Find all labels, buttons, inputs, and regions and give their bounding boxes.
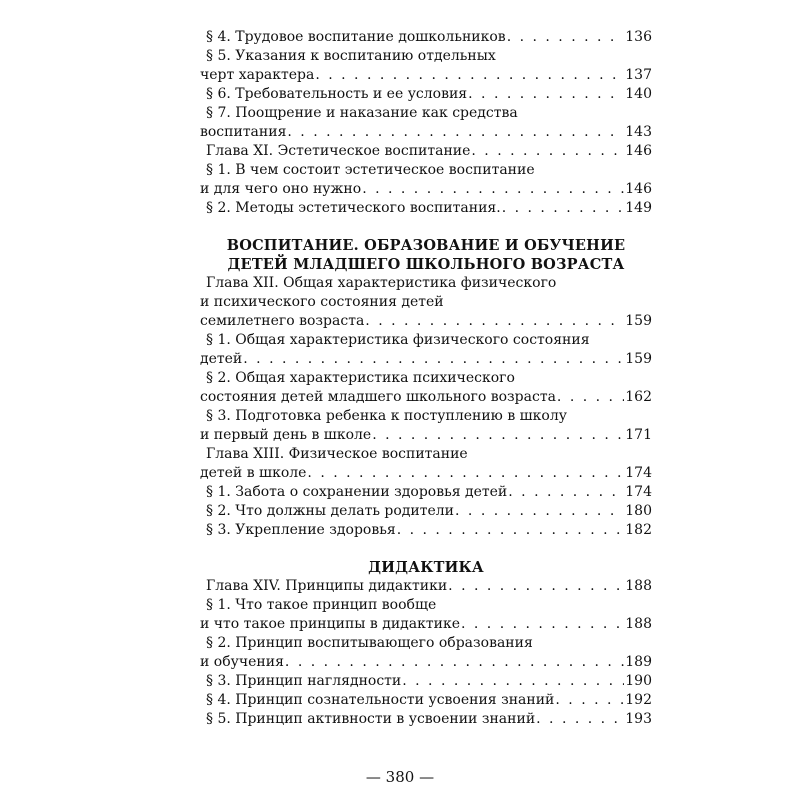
toc-entry [200,47,652,66]
toc-entry [200,653,652,672]
toc-entry-page-number: 159 [625,351,652,367]
toc-entry-page-number: 188 [625,616,652,632]
section-heading-line: ВОСПИТАНИЕ. ОБРАЗОВАНИЕ И ОБУЧЕНИЕ [226,237,626,254]
toc-entry-page-number: 190 [625,673,652,689]
toc-entry-page-number: 140 [625,86,652,102]
toc-entry-title: § 5. Принцип активности в усвоении знаний [206,711,536,727]
toc-entry [200,710,652,729]
toc-entry [200,577,652,596]
toc-entry-title: § 5. Указания к воспитанию отдельных [206,48,496,64]
toc-entry-title: § 1. В чем состоит эстетическое воспитание [206,162,535,178]
toc-entry-title: § 2. Что должны делать родители [206,503,455,519]
section-heading-didactics: ДИДАКТИКА [368,559,484,576]
toc-entry-page-number: 189 [625,654,652,670]
toc-section-upbringing [200,28,652,218]
toc-entry-page-number: 159 [625,313,652,329]
toc-entry [200,634,652,653]
toc-entry-title: § 6. Требовательность и ее условия [206,86,468,102]
toc-entry-page-number: 192 [625,692,652,708]
toc-entry-title: и что такое принципы в дидактике [200,616,460,632]
toc-entry [200,312,652,331]
toc-entry-title: Глава XII. Общая характеристика физического [206,275,557,291]
toc-entry-page-number: 188 [625,578,652,594]
toc-entry-title: § 1. Что такое принцип вообще [206,597,437,613]
dot-leader [502,199,625,218]
toc-entry [200,615,652,634]
dot-leader [362,180,624,199]
toc-entry [200,66,652,85]
toc-entry [200,142,652,161]
dot-leader [285,653,624,672]
toc-entry [200,672,652,691]
dot-leader [555,691,624,710]
toc-entry-title: и обучения [200,654,284,670]
toc-entry-title: § 2. Принцип воспитывающего образования [206,635,533,651]
toc-entry-title: Глава XIV. Принципы дидактики [206,578,448,594]
toc-entry-title: состояния детей младшего школьного возраста [200,389,556,405]
toc-entry [200,521,652,540]
toc-entry-title: § 7. Поощрение и наказание как средства [206,105,518,121]
toc-entry [200,502,652,521]
toc-entry [200,85,652,104]
toc-entry-page-number: 136 [625,29,652,45]
dot-leader [243,350,624,369]
dot-leader [448,577,624,596]
toc-entry-title: § 3. Подготовка ребенка к поступлению в школу [206,408,567,424]
dot-leader [287,123,624,142]
dot-leader [507,28,625,47]
table-of-contents [200,28,652,729]
toc-entry-page-number: 180 [625,503,652,519]
toc-entry-title: § 3. Принцип наглядности [206,673,402,689]
toc-entry [200,388,652,407]
toc-entry-page-number: 137 [625,67,652,83]
dot-leader [397,521,625,540]
toc-entry-title: § 2. Общая характеристика психического [206,370,515,386]
toc-entry [200,274,652,293]
toc-entry [200,331,652,350]
dot-leader [372,426,624,445]
toc-entry-title: детей в школе [200,465,307,481]
toc-entry-title: и первый день в школе [200,427,372,443]
section-heading-line: ДЕТЕЙ МЛАДШЕГО ШКОЛЬНОГО ВОЗРАСТА [227,256,625,273]
dot-leader [468,85,624,104]
toc-entry [200,199,652,218]
dot-leader [307,464,624,483]
toc-entry-title: воспитания [200,124,287,140]
toc-entry [200,161,652,180]
page-number: — 380 — [365,768,435,786]
toc-entry [200,123,652,142]
dot-leader [315,66,624,85]
toc-entry-page-number: 149 [625,200,652,216]
section-heading-primary-school [200,236,652,274]
dot-leader [461,615,624,634]
toc-entry [200,407,652,426]
toc-entry-page-number: 193 [625,711,652,727]
toc-section-didactics [200,577,652,729]
toc-entry-title: § 1. Общая характеристика физического состояния [206,332,590,348]
toc-entry-title: § 2. Методы эстетического воспитания. [206,200,501,216]
toc-entry [200,104,652,123]
toc-entry-page-number: 162 [625,389,652,405]
toc-entry-title: § 3. Укрепление здоровья [206,522,396,538]
dot-leader [536,710,624,729]
toc-entry [200,369,652,388]
toc-entry-page-number: 143 [625,124,652,140]
toc-entry [200,28,652,47]
toc-entry [200,464,652,483]
toc-entry-title: и для чего оно нужно [200,181,362,197]
toc-entry-title: черт характера [200,67,315,83]
toc-entry-title: § 1. Забота о сохранении здоровья детей [206,484,508,500]
toc-entry [200,350,652,369]
toc-entry [200,293,652,312]
toc-entry-page-number: 171 [625,427,652,443]
dot-leader [455,502,624,521]
toc-entry-page-number: 174 [625,465,652,481]
dot-leader [365,312,624,331]
toc-entry-title: и психического состояния детей [200,294,444,310]
toc-entry [200,691,652,710]
toc-entry-title: Глава XIII. Физическое воспитание [206,446,468,462]
dot-leader [508,483,624,502]
toc-entry [200,180,652,199]
toc-section-primary-school [200,274,652,540]
toc-entry [200,445,652,464]
toc-entry-page-number: 182 [625,522,652,538]
dot-leader [471,142,624,161]
toc-entry-title: § 4. Принцип сознательности усвоения знаний [206,692,555,708]
toc-entry-title: детей [200,351,243,367]
toc-entry-title: семилетнего возраста [200,313,365,329]
toc-entry-page-number: 146 [625,181,652,197]
toc-entry-page-number: 174 [625,484,652,500]
toc-entry-title: § 4. Трудовое воспитание дошкольников [206,29,506,45]
toc-entry [200,596,652,615]
dot-leader [557,388,624,407]
dot-leader [402,672,624,691]
toc-entry [200,483,652,502]
toc-entry-title: Глава XI. Эстетическое воспитание [206,143,471,159]
toc-entry-page-number: 146 [625,143,652,159]
toc-entry [200,426,652,445]
